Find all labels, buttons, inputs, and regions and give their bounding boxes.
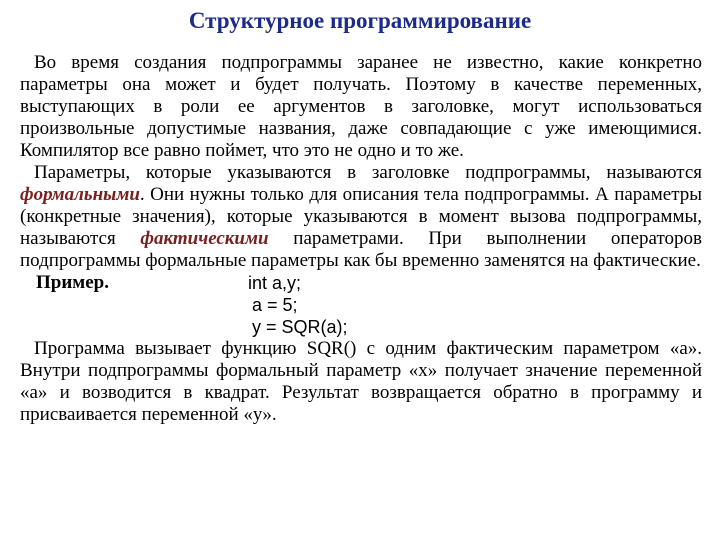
term-actual: фактическими: [140, 228, 269, 249]
example-line: [20, 316, 702, 338]
example-block: [20, 272, 702, 338]
term-formal: формальными: [20, 184, 140, 205]
slide-body: [20, 52, 702, 426]
paragraph2-text-2: . Они нужны только для описания тела подпрограммы. А параметры (конкретные значения), которые указываются в момент вызова подпрограммы, называются: [20, 184, 702, 249]
code-line-assignment: a = 5;: [252, 295, 298, 315]
paragraph-formal-actual-parameters: [20, 162, 702, 272]
example-line: [20, 272, 702, 294]
paragraph2-text-1: Параметры, которые указываются в заголовке подпрограммы, называются: [34, 162, 702, 183]
code-line-declaration: int a,y;: [248, 273, 302, 293]
paragraph2-text-3: параметрами. При выполнении операторов подпрограммы формальные параметры как бы временно заменятся на фактические.: [20, 228, 702, 271]
example-label: Пример.: [36, 272, 109, 293]
code-line-function-call: y = SQR(a);: [252, 317, 348, 337]
slide-title: Структурное программирование: [188, 8, 532, 33]
example-line: [20, 294, 702, 316]
paragraph-sqr-explanation: Программа вызывает функцию SQR() с одним фактическим параметром «a». Внутри подпрограммы формальный параметр «x» получает значение переменной «a» и возводится в квадрат. Результат возвращается обратно в программу и присваивается переменной «y».: [20, 338, 702, 425]
paragraph-subprogram-arguments: Во время создания подпрограммы заранее не известно, какие конкретно параметры она может и будет получать. Поэтому в качестве переменных, выступающих в роли ее аргументов в заголовке, могут использоваться произвольные допустимые названия, даже совпадающие с уже имеющимися. Компилятор все равно поймет, что это не одно и то же.: [20, 52, 702, 161]
